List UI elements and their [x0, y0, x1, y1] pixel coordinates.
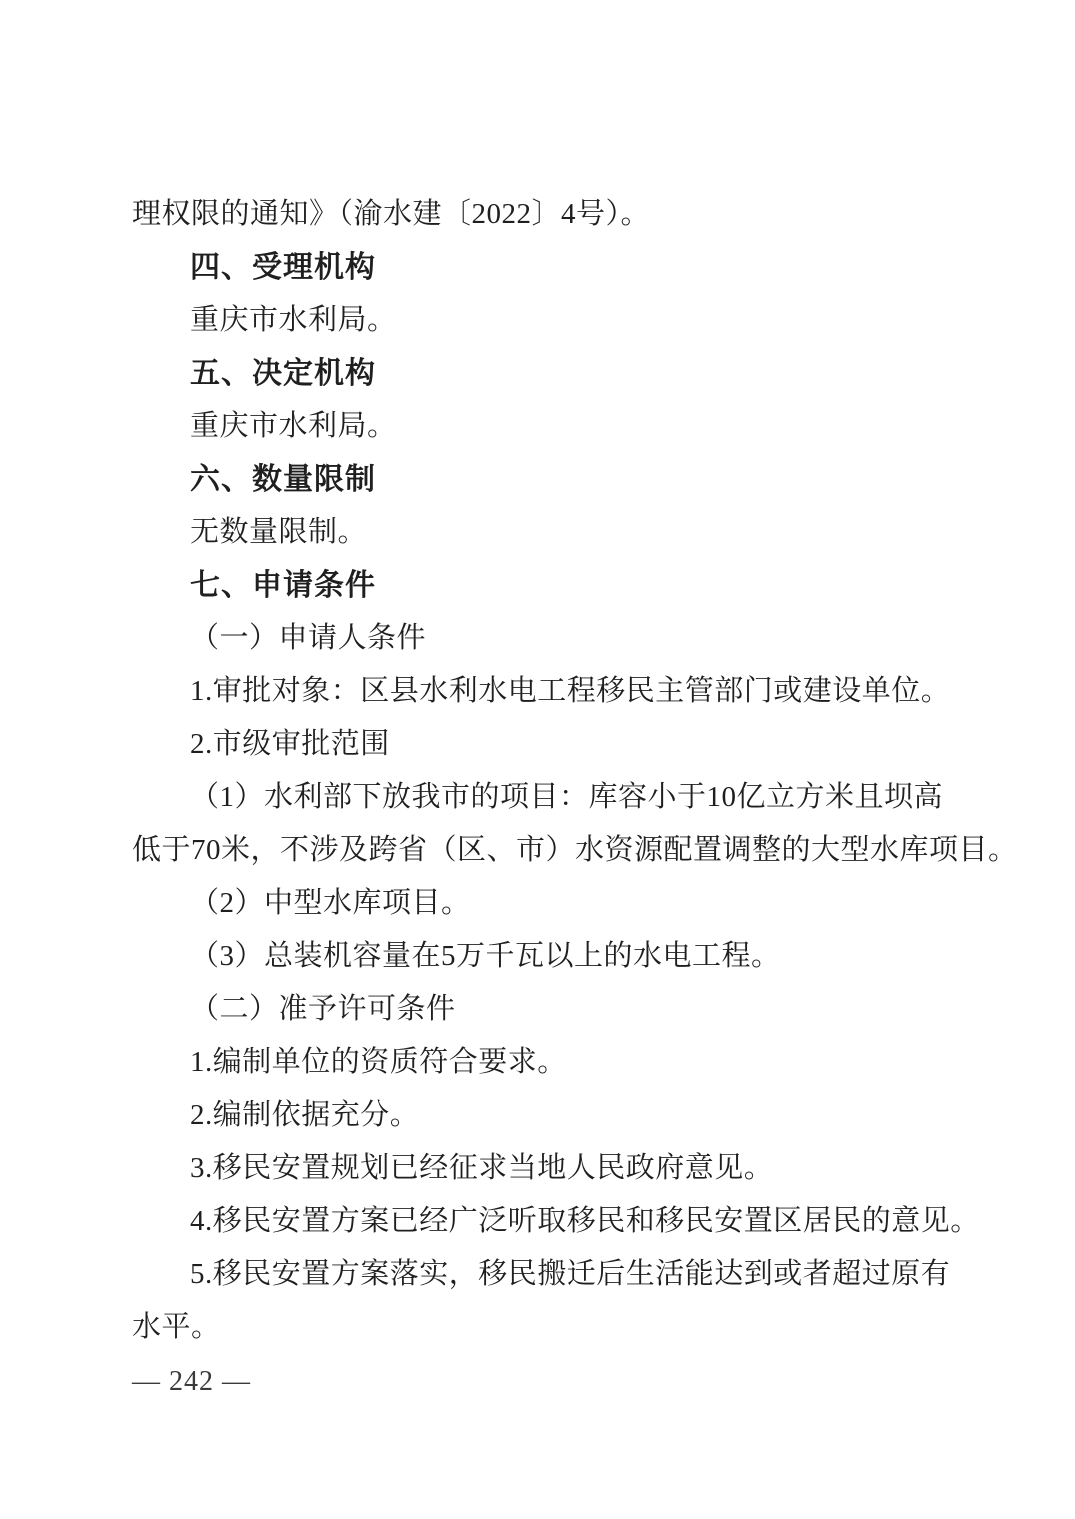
paragraph-line-quantity-limit-value: 无数量限制。 [190, 516, 368, 548]
section-heading-deciding-organ: 五、决定机构 [190, 357, 376, 390]
page-number: — 242 — [132, 1366, 251, 1397]
paragraph-line-approval-target: 1.审批对象：区县水利水电工程移民主管部门或建设单位。 [190, 675, 951, 707]
paragraph-line-permit-conditions-subtitle: （二）准予许可条件 [190, 993, 456, 1025]
section-heading-application-conditions: 七、申请条件 [190, 569, 376, 602]
paragraph-line-scope-item-2: （2）中型水库项目。 [190, 887, 471, 919]
paragraph-line-permit-condition-5a: 5.移民安置方案落实，移民搬迁后生活能达到或者超过原有 [190, 1258, 951, 1290]
section-heading-quantity-limit: 六、数量限制 [190, 463, 376, 496]
paragraph-line-accepting-organ-value: 重庆市水利局。 [190, 304, 397, 336]
paragraph-line-city-approval-scope: 2.市级审批范围 [190, 728, 390, 760]
paragraph-line-permit-condition-5b: 水平。 [132, 1311, 221, 1343]
paragraph-line-permit-condition-1: 1.编制单位的资质符合要求。 [190, 1046, 567, 1078]
paragraph-line-applicant-conditions-subtitle: （一）申请人条件 [190, 622, 427, 654]
paragraph-line-notice-continuation: 理权限的通知》（渝水建〔2022〕4号）。 [132, 198, 651, 230]
section-heading-accepting-organ: 四、受理机构 [190, 251, 376, 284]
paragraph-line-permit-condition-2: 2.编制依据充分。 [190, 1099, 420, 1131]
document-body [132, 188, 1018, 1354]
paragraph-line-scope-item-3: （3）总装机容量在5万千瓦以上的水电工程。 [190, 940, 781, 972]
paragraph-line-permit-condition-4: 4.移民安置方案已经广泛听取移民和移民安置区居民的意见。 [190, 1205, 980, 1237]
paragraph-line-deciding-organ-value: 重庆市水利局。 [190, 410, 397, 442]
paragraph-line-permit-condition-3: 3.移民安置规划已经征求当地人民政府意见。 [190, 1152, 774, 1184]
paragraph-line-scope-item-1a: （1）水利部下放我市的项目：库容小于10亿立方米且坝高 [190, 781, 944, 813]
paragraph-line-scope-item-1b: 低于70米，不涉及跨省（区、市）水资源配置调整的大型水库项目。 [132, 834, 1018, 866]
